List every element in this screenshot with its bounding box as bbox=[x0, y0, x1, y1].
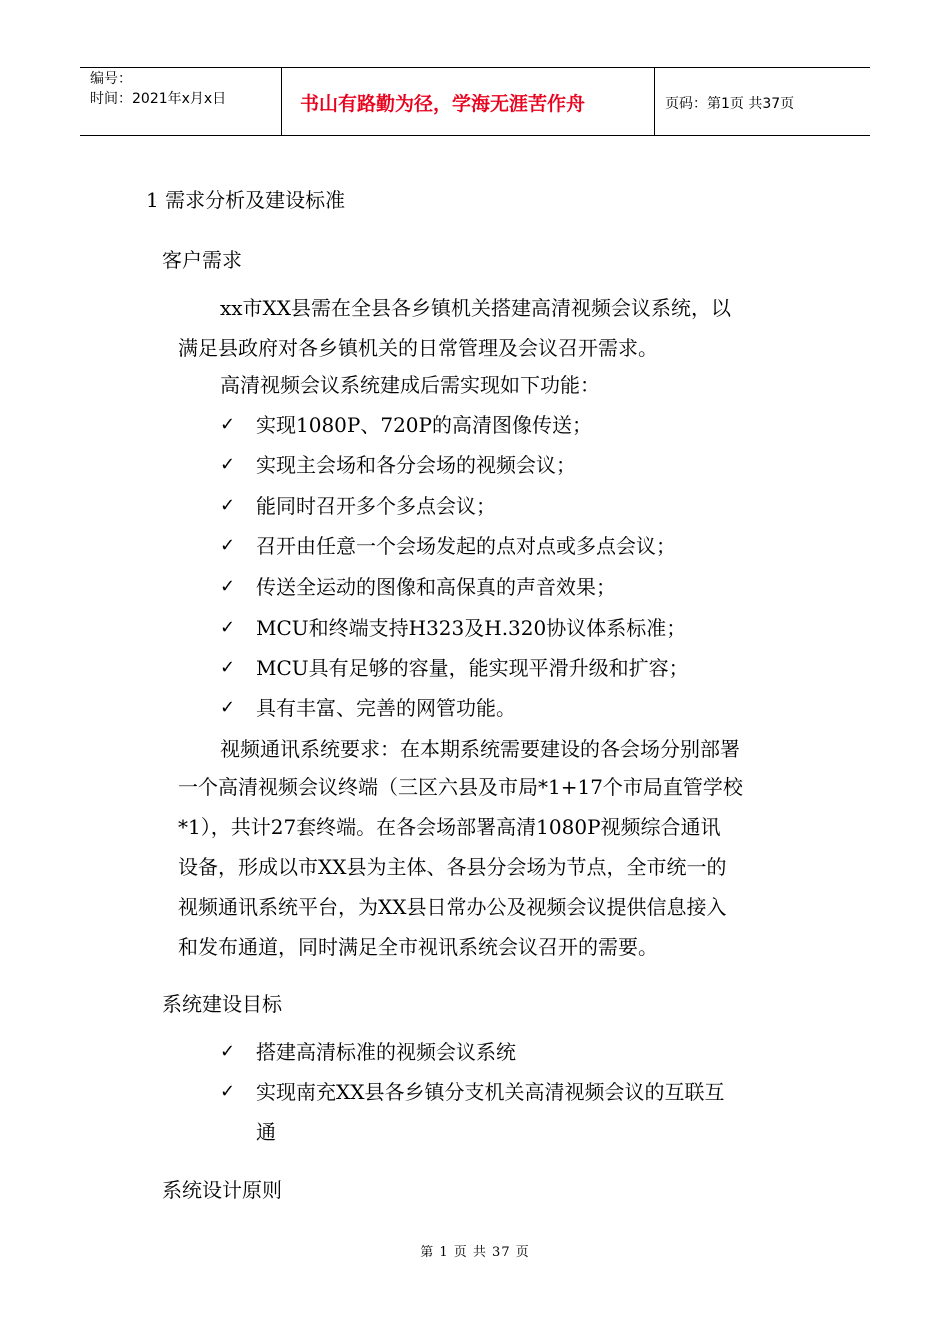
check-icon: ✓ bbox=[220, 576, 236, 597]
intro-paragraph-line-2: 满足县政府对各乡镇机关的日常管理及会议召开需求。 bbox=[178, 336, 658, 360]
check-icon: ✓ bbox=[220, 414, 236, 435]
header-number-label: 编号： bbox=[90, 71, 132, 87]
function-intro: 高清视频会议系统建成后需实现如下功能： bbox=[220, 373, 600, 397]
requirement-line: 一个高清视频会议终端（三区六县及市局*1+17个市局直管学校 bbox=[178, 775, 743, 799]
check-icon: ✓ bbox=[220, 1081, 236, 1102]
requirement-line: *1），共计27套终端。在各会场部署高清1080P视频综合通讯 bbox=[178, 815, 721, 839]
page-header bbox=[80, 67, 870, 136]
heading-system-goals: 系统建设目标 bbox=[162, 992, 282, 1016]
check-icon: ✓ bbox=[220, 1041, 236, 1062]
requirement-line: 和发布通道，同时满足全市视讯系统会议召开的需要。 bbox=[178, 935, 658, 959]
heading-customer-requirements: 客户需求 bbox=[162, 248, 242, 272]
header-page-cell bbox=[655, 68, 870, 135]
intro-paragraph-line-1: xx市XX县需在全县各乡镇机关搭建高清视频会议系统，以 bbox=[220, 296, 732, 320]
check-icon: ✓ bbox=[220, 617, 236, 638]
section-title: 1 需求分析及建设标准 bbox=[146, 188, 346, 212]
heading-design-principles: 系统设计原则 bbox=[162, 1178, 282, 1202]
check-icon: ✓ bbox=[220, 495, 236, 516]
check-icon: ✓ bbox=[220, 535, 236, 556]
feature-item: MCU和终端支持H323及H.320协议体系标准； bbox=[256, 616, 687, 640]
feature-item: 具有丰富、完善的网管功能。 bbox=[256, 696, 516, 720]
check-icon: ✓ bbox=[220, 657, 236, 678]
feature-item: 实现1080P、720P的高清图像传送； bbox=[256, 413, 592, 437]
goal-item-continuation: 通 bbox=[256, 1120, 276, 1144]
check-icon: ✓ bbox=[220, 697, 236, 718]
feature-item: 能同时召开多个多点会议； bbox=[256, 494, 496, 518]
feature-item: 传送全运动的图像和高保真的声音效果； bbox=[256, 575, 616, 599]
header-page-info: 页码：第1页 共37页 bbox=[665, 96, 795, 112]
check-icon: ✓ bbox=[220, 454, 236, 475]
feature-item: 召开由任意一个会场发起的点对点或多点会议； bbox=[256, 534, 676, 558]
header-motto: 书山有路勤为径，学海无涯苦作舟 bbox=[300, 93, 586, 115]
requirement-line: 设备，形成以市XX县为主体、各县分会场为节点，全市统一的 bbox=[178, 855, 727, 879]
requirement-line: 视频通讯系统要求：在本期系统需要建设的各会场分别部署 bbox=[220, 737, 740, 761]
requirement-line: 视频通讯系统平台，为XX县日常办公及视频会议提供信息接入 bbox=[178, 895, 727, 919]
page-footer: 第 1 页 共 37 页 bbox=[420, 1245, 530, 1260]
feature-item: MCU具有足够的容量，能实现平滑升级和扩容； bbox=[256, 656, 689, 680]
header-motto-cell bbox=[282, 68, 655, 135]
feature-item: 实现主会场和各分会场的视频会议； bbox=[256, 453, 576, 477]
goal-item: 实现南充XX县各乡镇分支机关高清视频会议的互联互 bbox=[256, 1080, 725, 1104]
header-date: 时间：2021年x月x日 bbox=[90, 91, 227, 107]
goal-item: 搭建高清标准的视频会议系统 bbox=[256, 1040, 516, 1064]
header-meta-cell bbox=[80, 68, 282, 135]
